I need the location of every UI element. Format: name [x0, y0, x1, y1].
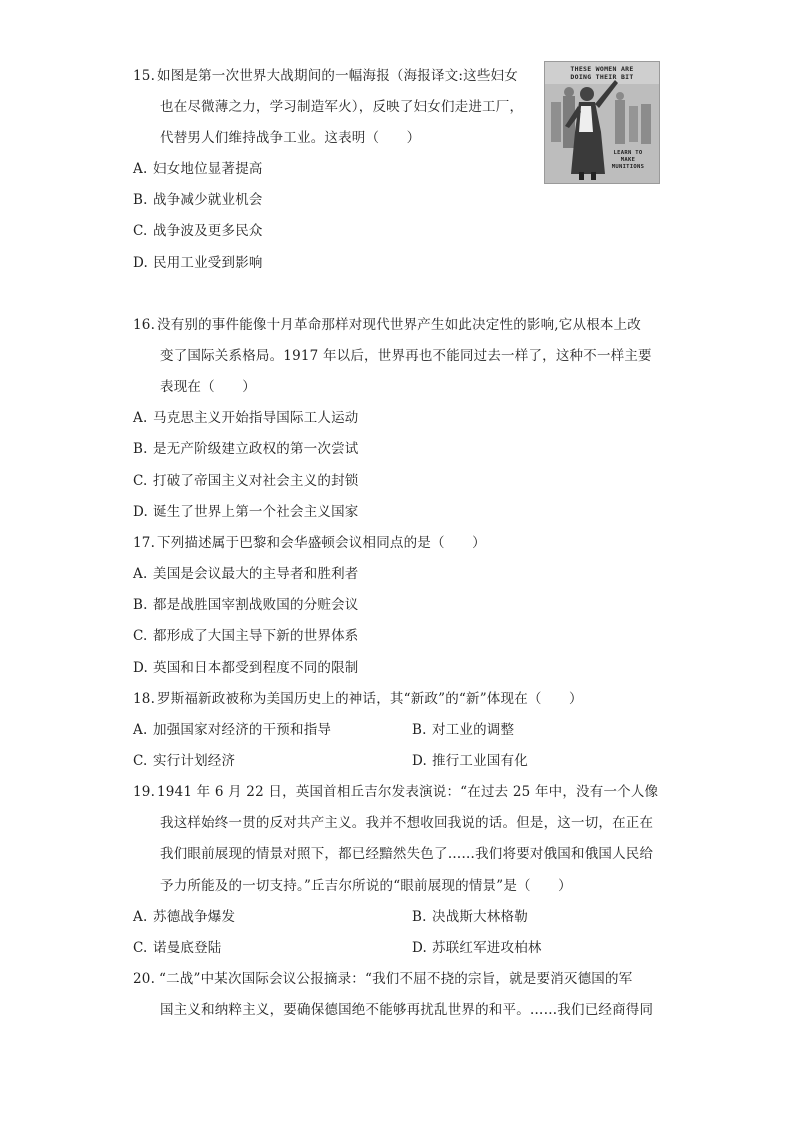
- question-18-option-a[interactable]: A. 加强国家对经济的干预和指导: [133, 722, 332, 738]
- question-18-option-c[interactable]: C. 实行计划经济: [133, 753, 236, 769]
- question-15-option-d[interactable]: D. 民用工业受到影响: [133, 255, 263, 271]
- question-17-stem-line-1: 17. 下列描述属于巴黎和会华盛顿会议相同点的是（ ）: [133, 535, 486, 551]
- question-15-stem-line-3: 代替男人们维持战争工业。这表明（ ）: [160, 130, 421, 146]
- question-16-option-b[interactable]: B. 是无产阶级建立政权的第一次尝试: [133, 441, 359, 457]
- question-17-option-d[interactable]: D. 英国和日本都受到程度不同的限制: [133, 660, 359, 676]
- question-15-option-a[interactable]: A. 妇女地位显著提高: [133, 161, 263, 177]
- poster-top-text: THESE WOMEN ARE DOING THEIR BIT: [570, 65, 634, 81]
- question-16-option-c[interactable]: C. 打破了帝国主义对社会主义的封锁: [133, 473, 359, 489]
- question-16-stem-line-3: 表现在（ ）: [160, 379, 256, 395]
- question-number: 15.: [133, 68, 156, 84]
- question-number: 19.: [133, 784, 156, 800]
- question-15-option-b[interactable]: B. 战争减少就业机会: [133, 192, 263, 208]
- question-18-option-b[interactable]: B. 对工业的调整: [412, 722, 515, 738]
- question-16-option-d[interactable]: D. 诞生了世界上第一个社会主义国家: [133, 504, 359, 520]
- question-19-stem-line-3: 我们眼前展现的情景对照下，都已经黯然失色了……我们将要对俄国和俄国人民给: [160, 846, 654, 862]
- poster-bottom-text: LEARN TO MAKE MUNITIONS: [611, 150, 645, 170]
- question-15-stem-line-1: 15. 如图是第一次世界大战期间的一幅海报（海报译文:这些妇女: [133, 68, 518, 84]
- question-19-option-b[interactable]: B. 决战斯大林格勒: [412, 909, 528, 925]
- question-19-option-d[interactable]: D. 苏联红军进攻柏林: [412, 940, 542, 956]
- question-19-stem-line-1: 19. 1941 年 6 月 22 日，英国首相丘吉尔发表演说：“在过去 25 年中，没有一个人像: [133, 784, 659, 800]
- question-18-option-d[interactable]: D. 推行工业国有化: [412, 753, 528, 769]
- question-20-stem-line-1: 20. “二战”中某次国际会议公报摘录：“我们不屈不挠的宗旨，就是要消灭德国的军: [133, 971, 633, 987]
- question-number: 18.: [133, 691, 156, 707]
- question-15-option-c[interactable]: C. 战争波及更多民众: [133, 223, 263, 239]
- question-19-stem-line-4: 予力所能及的一切支持。”丘吉尔所说的“眼前展现的情景”是（ ）: [160, 878, 572, 894]
- question-number: 17.: [133, 535, 156, 551]
- question-17-option-a[interactable]: A. 美国是会议最大的主导者和胜利者: [133, 566, 359, 582]
- question-16-stem-line-1: 16. 没有别的事件能像十月革命那样对现代世界产生如此决定性的影响,它从根本上改: [133, 317, 641, 333]
- question-19-stem-line-2: 我这样始终一贯的反对共产主义。我并不想收回我说的话。但是，这一切，在正在: [160, 815, 654, 831]
- ww1-poster-image: [544, 61, 660, 184]
- question-number: 16.: [133, 317, 156, 333]
- question-19-option-a[interactable]: A. 苏德战争爆发: [133, 909, 236, 925]
- question-16-option-a[interactable]: A. 马克思主义开始指导国际工人运动: [133, 410, 359, 426]
- question-15-stem-line-2: 也在尽微薄之力，学习制造军火），反映了妇女们走进工厂，: [160, 99, 524, 115]
- question-16-stem-line-2: 变了国际关系格局。1917 年以后，世界再也不能同过去一样了，这种不一样主要: [160, 348, 652, 364]
- question-number: 20.: [133, 971, 156, 987]
- question-17-option-c[interactable]: C. 都形成了大国主导下新的世界体系: [133, 628, 359, 644]
- question-19-option-c[interactable]: C. 诺曼底登陆: [133, 940, 222, 956]
- question-20-stem-line-2: 国主义和纳粹主义，要确保德国绝不能够再扰乱世界的和平。……我们已经商得同: [160, 1002, 654, 1018]
- question-17-option-b[interactable]: B. 都是战胜国宰割战败国的分赃会议: [133, 597, 359, 613]
- question-18-stem-line-1: 18. 罗斯福新政被称为美国历史上的神话，其“新政”的“新”体现在（ ）: [133, 691, 583, 707]
